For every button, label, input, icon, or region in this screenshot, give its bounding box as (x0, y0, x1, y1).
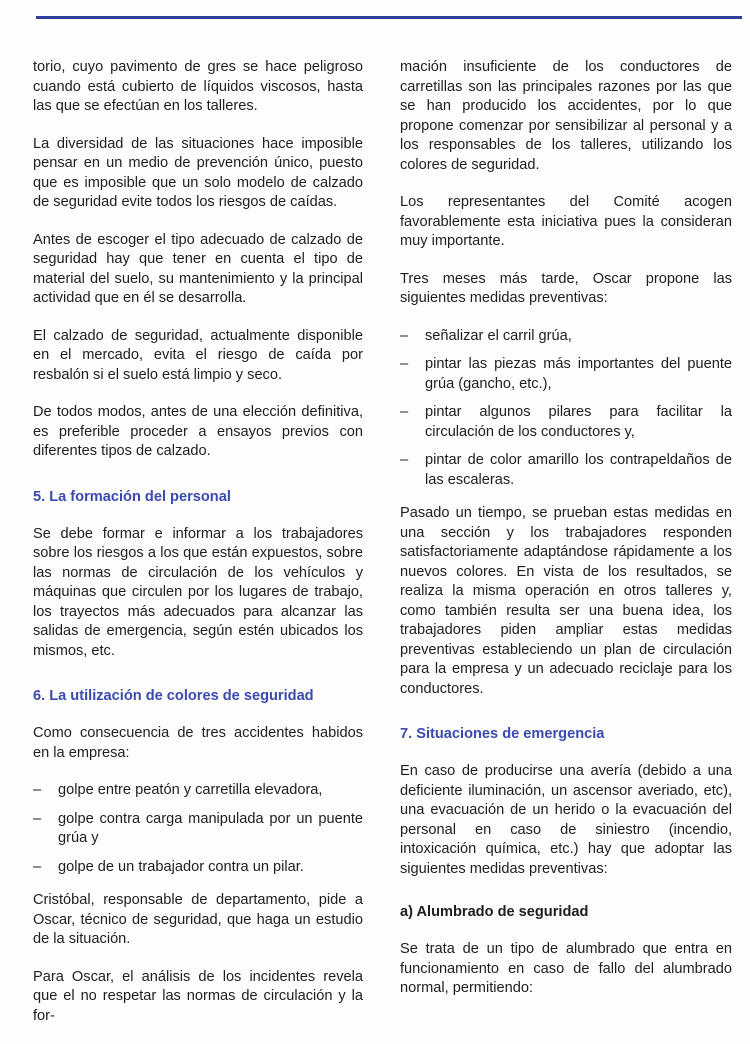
list-item: – golpe contra carga manipulada por un puente grúa y (33, 810, 363, 849)
paragraph: La diversidad de las situaciones hace imposible pensar en un medio de prevención único, puesto que es imposible que un solo modelo de calzado de seguridad evite todos los riesgos de caídas. (33, 135, 363, 210)
paragraph: Como consecuencia de tres accidentes habidos en la empresa: (33, 725, 363, 761)
paragraph: Tres meses más tarde, Oscar propone las siguientes medidas preventivas: (400, 270, 732, 306)
paragraph: Pasado un tiempo, se prueban estas medidas en una sección y los trabajadores responden satisfactoriamente adaptándose rápidamente a los nuevos colores. En vista de los resultados, se realiza la misma operación en otros talleres y, como también resulta ser una buena idea, los trabajadores piden ampliar estas medidas preventivas estableciendo un plan de circulación para la empresa y un adecuado reciclaje para los conductores. (400, 505, 732, 697)
paragraph: En caso de producirse una avería (debido a una deficiente iluminación, un ascensor averiado, etc), una evacuación de un herido o la evacuación del personal en caso de siniestro (incendio, intoxicación química, etc.) hay que adoptar las siguientes medidas preventivas: (400, 763, 732, 877)
measures-list (400, 327, 732, 491)
paragraph: Cristóbal, responsable de departamento, pide a Oscar, técnico de seguridad, que haga un estudio de la situación. (33, 892, 363, 947)
paragraph: torio, cuyo pavimento de gres se hace peligroso cuando está cubierto de líquidos viscosos, hasta las que se efectúan en los talleres. (33, 59, 363, 114)
paragraph: Se debe formar e informar a los trabajadores sobre los riesgos a los que están expuestos, sobre las normas de circulación de los vehículos y máquinas que circulen por los lugares de trabajo, los trayectos más adecuados para alcanzar las salidas de emergencia, según estén ubicados los mismos, etc. (33, 525, 363, 659)
section-heading-7: 7. Situaciones de emergencia (400, 726, 605, 742)
paragraph: Antes de escoger el tipo adecuado de calzado de seguridad hay que tener en cuenta el tipo de material del suelo, su mantenimiento y la principal actividad que en él se desarrolla. (33, 231, 363, 306)
list-item: – pintar las piezas más importantes del puente grúa (gancho, etc.), (400, 355, 732, 394)
list-item: – golpe de un trabajador contra un pilar. (33, 858, 363, 878)
paragraph: Los representantes del Comité acogen favorablemente esta iniciativa pues la consideran muy importante. (400, 194, 732, 249)
section-heading-5: 5. La formación del personal (33, 488, 231, 505)
paragraph: Se trata de un tipo de alumbrado que entra en funcionamiento en caso de fallo del alumbrado normal, permitiendo: (400, 941, 732, 996)
list-item: – señalizar el carril grúa, (400, 327, 732, 347)
left-column (33, 58, 363, 1044)
right-column (400, 58, 732, 1017)
list-item: – golpe entre peatón y carretilla elevadora, (33, 781, 363, 801)
paragraph: mación insuficiente de los conductores de carretillas son las principales razones por las que se han producido los accidentes, por lo que propone comenzar por sensibilizar al personal y a los responsables de los talleres, utilizando los colores de seguridad. (400, 59, 732, 173)
paragraph: De todos modos, antes de una elección definitiva, es preferible proceder a ensayos previos con diferentes tipos de calzado. (33, 404, 363, 459)
header-rule (36, 16, 742, 19)
list-item: – pintar algunos pilares para facilitar la circulación de los conductores y, (400, 403, 732, 442)
section-heading-6: 6. La utilización de colores de seguridad (33, 688, 314, 704)
accident-list (33, 781, 363, 877)
subsection-heading-a: a) Alumbrado de seguridad (400, 904, 589, 920)
paragraph: El calzado de seguridad, actualmente disponible en el mercado, evita el riesgo de caída por resbalón si el suelo está limpio y seco. (33, 327, 363, 383)
list-item: – pintar de color amarillo los contrapeldaños de las escaleras. (400, 451, 732, 490)
paragraph: Para Oscar, el análisis de los incidentes revela que el no respetar las normas de circulación y la for- (33, 968, 363, 1024)
